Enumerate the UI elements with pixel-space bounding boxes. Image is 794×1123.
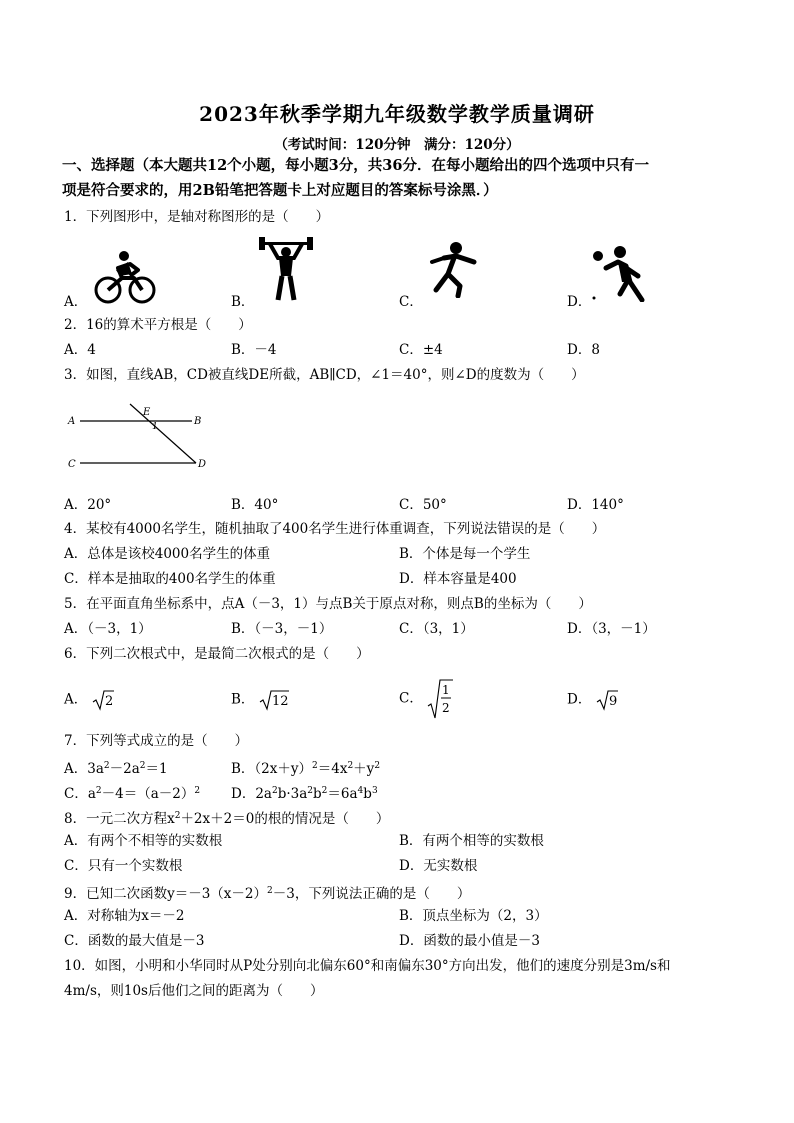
q7-option-a: A．$3a^2-2a^2=1$ (64, 761, 168, 777)
q6-option-d-label: D． (567, 691, 592, 708)
q9-option-b: B．顶点坐标为（2，3） (399, 908, 548, 924)
question-5-stem: 5．在平面直角坐标系中，点A（－3，1）与点B关于原点对称，则点B的坐标为（ ） (64, 596, 592, 612)
question-6-stem: 6．下列二次根式中，是最简二次根式的是（ ） (64, 646, 370, 662)
q2-option-a: A．4 (64, 342, 96, 358)
q3-option-a: A．20° (64, 497, 112, 513)
cyclist-icon (94, 248, 156, 306)
question-3-stem: 3．如图，直线AB，CD被直线DE所截，AB∥CD，∠1＝40°，则∠D的度数为（ ） (64, 367, 585, 383)
q1-option-c: C． (399, 294, 423, 310)
svg-text:9: 9 (608, 694, 617, 709)
q7-option-d: D．$2a^2b\cdot 3a^2b^2=6a^4b^3$ (231, 786, 378, 802)
label-b: B (194, 416, 202, 427)
q6-option-b-label: B． (231, 691, 255, 708)
svg-text:2: 2 (442, 701, 450, 715)
question-7-stem: 7．下列等式成立的是（ ） (64, 733, 249, 749)
q3-option-c: C．50° (399, 497, 447, 513)
sqrt-one-half (427, 678, 453, 720)
q6-option-b (231, 689, 289, 711)
q9-option-c: C．函数的最大值是－3 (64, 933, 205, 949)
q3-option-b: B．40° (231, 497, 279, 513)
parallel-lines-figure (64, 400, 214, 474)
q5-option-c: C．（3，1） (399, 621, 474, 637)
q8-option-a: A．有两个不相等的实数根 (64, 833, 223, 849)
question-1-stem: 1．下列图形中，是轴对称图形的是（ ） (64, 209, 330, 225)
q6-option-c (399, 678, 453, 720)
q4-option-d: D．样本容量是400 (399, 571, 517, 587)
page-title: 2023年秋季学期九年级数学教学质量调研 (199, 102, 595, 126)
svg-text:12: 12 (271, 694, 289, 709)
q4-option-a: A．总体是该校4000名学生的体重 (64, 546, 271, 562)
q4-option-b: B．个体是每一个学生 (399, 546, 531, 562)
q9-option-d: D．函数的最小值是－3 (399, 933, 540, 949)
q1-option-a: A． (64, 294, 88, 310)
question-4-stem: 4．某校有4000名学生，随机抽取了400名学生进行体重调查，下列说法错误的是（ ） (64, 521, 606, 537)
q6-option-d (567, 689, 618, 711)
q9-option-a: A．对称轴为x＝－2 (64, 908, 185, 924)
weightlifter-icon (258, 236, 314, 302)
sqrt-12 (259, 689, 289, 711)
angle-1-label: 1 (152, 422, 158, 432)
q2-option-d: D．8 (567, 342, 600, 358)
svg-text:2: 2 (104, 694, 113, 709)
section-heading-line2: 项是符合要求的，用2B铅笔把答题卡上对应题目的答案标号涂黑．） (62, 182, 498, 199)
q2-option-c: C．±4 (399, 342, 443, 358)
q1-option-b: B． (231, 294, 255, 310)
question-2-stem: 2．16的算术平方根是（ ） (64, 317, 252, 333)
question-8-stem: 8．一元二次方程$x^2+2x+2=0$的根的情况是（ ） (64, 811, 390, 827)
q6-option-c-label: C． (399, 690, 423, 707)
q4-option-c: C．样本是抽取的400名学生的体重 (64, 571, 276, 587)
q6-option-a-label: A． (64, 691, 88, 708)
q6-option-a (64, 689, 114, 711)
label-c: C (68, 459, 76, 470)
question-9-stem: 9．已知二次函数$y=-3(x-2)^2-3$，下列说法正确的是（ ） (64, 886, 471, 902)
question-10-stem-line1: 10．如图，小明和小华同时从P处分别向北偏东60°和南偏东30°方向出发，他们的速度分别是3m/s和 (64, 958, 671, 974)
label-a: A (68, 416, 76, 427)
sqrt-9 (596, 689, 618, 711)
exam-info: （考试时间：120分钟 满分：120分） (274, 137, 520, 153)
q8-option-d: D．无实数根 (399, 858, 478, 874)
question-10-stem-line2: 4m/s，则10s后他们之间的距离为（ ） (64, 983, 324, 999)
q3-option-d: D．140° (567, 497, 624, 513)
volleyball-player-icon (590, 242, 648, 302)
q1-option-d: D． (567, 294, 592, 310)
label-d: D (198, 459, 207, 470)
q5-option-d: D．（3，－1） (567, 621, 656, 637)
q5-option-b: B．（－3，－1） (231, 621, 333, 637)
q7-option-c: C．$a^2-4=(a-2)^2$ (64, 786, 201, 802)
q8-option-b: B．有两个相等的实数根 (399, 833, 544, 849)
sqrt-2 (92, 689, 114, 711)
section-heading-line1: 一、选择题（本大题共12个小题，每小题3分，共36分．在每小题给出的四个选项中只有一 (62, 157, 649, 174)
runner-icon (426, 240, 480, 298)
svg-text:1: 1 (442, 683, 450, 697)
q7-option-b: B．$(2x+y)^2=4x^2+y^2$ (231, 761, 381, 777)
q5-option-a: A．（－3，1） (64, 621, 152, 637)
q2-option-b: B．－4 (231, 342, 277, 358)
label-e: E (143, 407, 151, 418)
q8-option-c: C．只有一个实数根 (64, 858, 183, 874)
